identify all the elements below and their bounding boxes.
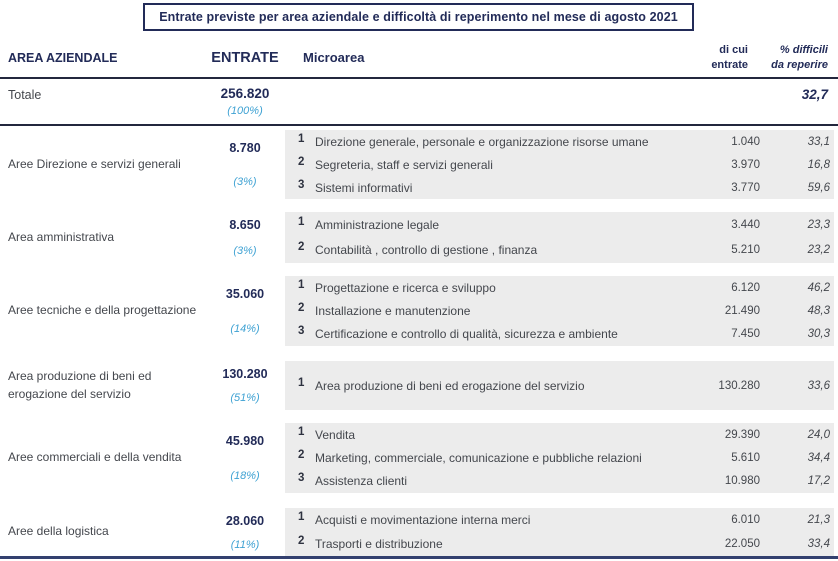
area-entrate-value: 8.650	[229, 218, 261, 233]
column-header-area-aziendale: AREA AZIENDALE	[8, 50, 118, 65]
microarea-label: Contabilità , controllo di gestione , finanza	[315, 243, 538, 258]
report-title: Entrate previste per area aziendale e difficoltà di reperimento nel mese di agosto 2021	[159, 10, 678, 24]
column-header-di-cui-entrate	[670, 43, 748, 72]
area-name: Area produzione di beni ed erogazione del servizio	[8, 369, 152, 401]
microarea-difficili: 33,4	[807, 538, 830, 550]
column-header-di-cui-line2: entrate	[711, 58, 748, 71]
microarea-number: 3	[298, 472, 305, 485]
totale-entrate-percent: (100%)	[227, 105, 263, 117]
area-entrate-cell	[205, 212, 285, 263]
area-entrate-percent: (14%)	[230, 323, 260, 335]
microarea-label: Progettazione e ricerca e sviluppo	[315, 280, 496, 295]
microarea-entrate: 22.050	[724, 538, 760, 550]
microarea-number: 3	[298, 178, 305, 191]
microarea-difficili: 24,0	[807, 428, 830, 441]
microarea-row	[285, 423, 834, 446]
microarea-row	[285, 361, 834, 410]
microarea-row	[285, 238, 834, 264]
area-entrate-cell	[205, 508, 285, 556]
microarea-label: Direzione generale, personale e organizzazione risorse umane	[315, 134, 649, 149]
microarea-difficili: 17,2	[807, 475, 830, 488]
area-entrate-percent: (11%)	[230, 538, 260, 551]
area-entrate-cell	[205, 361, 285, 410]
microarea-label: Area produzione di beni ed erogazione del servizio	[315, 378, 585, 393]
microarea-block	[285, 212, 834, 263]
area-group-tecniche	[0, 276, 838, 346]
microarea-entrate: 3.770	[731, 181, 760, 194]
microarea-number: 2	[298, 241, 305, 254]
microarea-row	[285, 470, 834, 493]
area-group-amministrativa	[0, 212, 838, 263]
microarea-number: 1	[298, 425, 305, 438]
microarea-label: Sistemi informativi	[315, 180, 413, 195]
microarea-difficili: 34,4	[807, 451, 830, 464]
microarea-row	[285, 130, 834, 153]
microarea-number: 2	[298, 448, 305, 461]
column-header-microarea: Microarea	[303, 50, 365, 65]
microarea-difficili: 16,8	[807, 158, 830, 171]
microarea-label: Certificazione e controllo di qualità, sicurezza e ambiente	[315, 327, 618, 342]
area-name: Aree commerciali e della vendita	[8, 450, 182, 465]
column-header-difficili-line1: % difficili	[779, 44, 828, 57]
microarea-label: Assistenza clienti	[315, 474, 408, 489]
column-header-entrate: ENTRATE	[211, 49, 279, 66]
microarea-number: 1	[298, 215, 305, 228]
microarea-difficili: 46,2	[807, 281, 830, 294]
microarea-difficili: 30,3	[807, 328, 830, 341]
microarea-label: Installazione e manutenzione	[315, 303, 471, 318]
microarea-entrate: 6.010	[731, 514, 760, 526]
microarea-entrate: 21.490	[724, 304, 760, 317]
area-entrate-cell	[205, 276, 285, 346]
microarea-row	[285, 446, 834, 469]
microarea-label: Amministrazione legale	[315, 217, 440, 232]
microarea-row	[285, 532, 834, 556]
table-header-row	[0, 38, 838, 79]
area-groups	[0, 126, 838, 556]
microarea-number: 1	[298, 511, 305, 523]
microarea-difficili: 33,6	[807, 379, 830, 392]
totale-entrate-value: 256.820	[220, 86, 270, 101]
microarea-difficili: 48,3	[807, 304, 830, 317]
microarea-row	[285, 212, 834, 238]
microarea-row	[285, 176, 834, 199]
microarea-block	[285, 276, 834, 346]
microarea-entrate: 7.450	[731, 328, 760, 341]
area-name: Area amministrativa	[8, 229, 115, 244]
area-entrate-cell	[205, 130, 285, 199]
area-name: Aree della logistica	[8, 524, 109, 539]
area-entrate-percent: (3%)	[233, 176, 257, 189]
microarea-entrate: 5.610	[731, 451, 760, 464]
column-header-difficili	[748, 43, 834, 72]
area-entrate-percent: (51%)	[230, 392, 260, 405]
totale-row	[0, 79, 838, 126]
column-header-difficili-line2: da reperire	[771, 58, 828, 71]
bottom-rule	[0, 556, 838, 559]
microarea-label: Marketing, commerciale, comunicazione e pubbliche relazioni	[315, 450, 642, 465]
microarea-number: 1	[298, 278, 305, 291]
microarea-number: 1	[298, 132, 305, 145]
microarea-entrate: 3.970	[731, 158, 760, 171]
microarea-difficili: 23,2	[807, 244, 830, 257]
microarea-entrate: 3.440	[731, 218, 760, 231]
area-entrate-value: 130.280	[222, 366, 268, 381]
microarea-label: Trasporti e distribuzione	[315, 537, 443, 551]
area-entrate-percent: (18%)	[230, 470, 260, 482]
area-group-direzione	[0, 130, 838, 199]
area-entrate-value: 45.980	[225, 434, 265, 448]
area-entrate-cell	[205, 423, 285, 493]
microarea-entrate: 5.210	[731, 244, 760, 257]
area-entrate-percent: (3%)	[233, 244, 257, 257]
microarea-block	[285, 130, 834, 199]
totale-label: Totale	[8, 88, 42, 102]
microarea-difficili: 33,1	[807, 135, 830, 148]
totale-difficili-value: 32,7	[801, 87, 828, 102]
microarea-block	[285, 423, 834, 493]
area-group-commerciali	[0, 423, 838, 493]
microarea-number: 2	[298, 155, 305, 168]
area-group-produzione	[0, 361, 838, 410]
microarea-row	[285, 276, 834, 299]
microarea-row	[285, 508, 834, 532]
microarea-entrate: 10.980	[724, 475, 760, 488]
microarea-difficili: 59,6	[807, 181, 830, 194]
microarea-entrate: 29.390	[724, 428, 760, 441]
area-name: Aree tecniche e della progettazione	[8, 303, 197, 318]
microarea-entrate: 1.040	[731, 135, 760, 148]
area-group-logistica	[0, 508, 838, 556]
microarea-label: Segreteria, staff e servizi generali	[315, 157, 493, 172]
area-entrate-value: 8.780	[229, 140, 261, 155]
microarea-row	[285, 323, 834, 346]
microarea-entrate: 130.280	[718, 379, 760, 392]
report-title-box	[143, 3, 694, 31]
area-entrate-value: 28.060	[225, 513, 265, 528]
microarea-label: Vendita	[315, 427, 356, 442]
microarea-row	[285, 299, 834, 322]
microarea-number: 3	[298, 325, 305, 338]
microarea-number: 2	[298, 535, 305, 547]
totale-entrate-cell	[205, 86, 285, 117]
microarea-label: Acquisti e movimentazione interna merci	[315, 513, 531, 527]
microarea-number: 1	[298, 376, 305, 389]
microarea-difficili: 23,3	[807, 218, 830, 231]
column-header-di-cui-line1: di cui	[719, 44, 748, 57]
microarea-entrate: 6.120	[731, 281, 760, 294]
microarea-row	[285, 153, 834, 176]
microarea-number: 2	[298, 301, 305, 314]
microarea-block	[285, 361, 834, 410]
microarea-difficili: 21,3	[807, 514, 830, 526]
area-name: Aree Direzione e servizi generali	[8, 156, 181, 171]
microarea-block	[285, 508, 834, 556]
area-entrate-value: 35.060	[225, 287, 265, 301]
